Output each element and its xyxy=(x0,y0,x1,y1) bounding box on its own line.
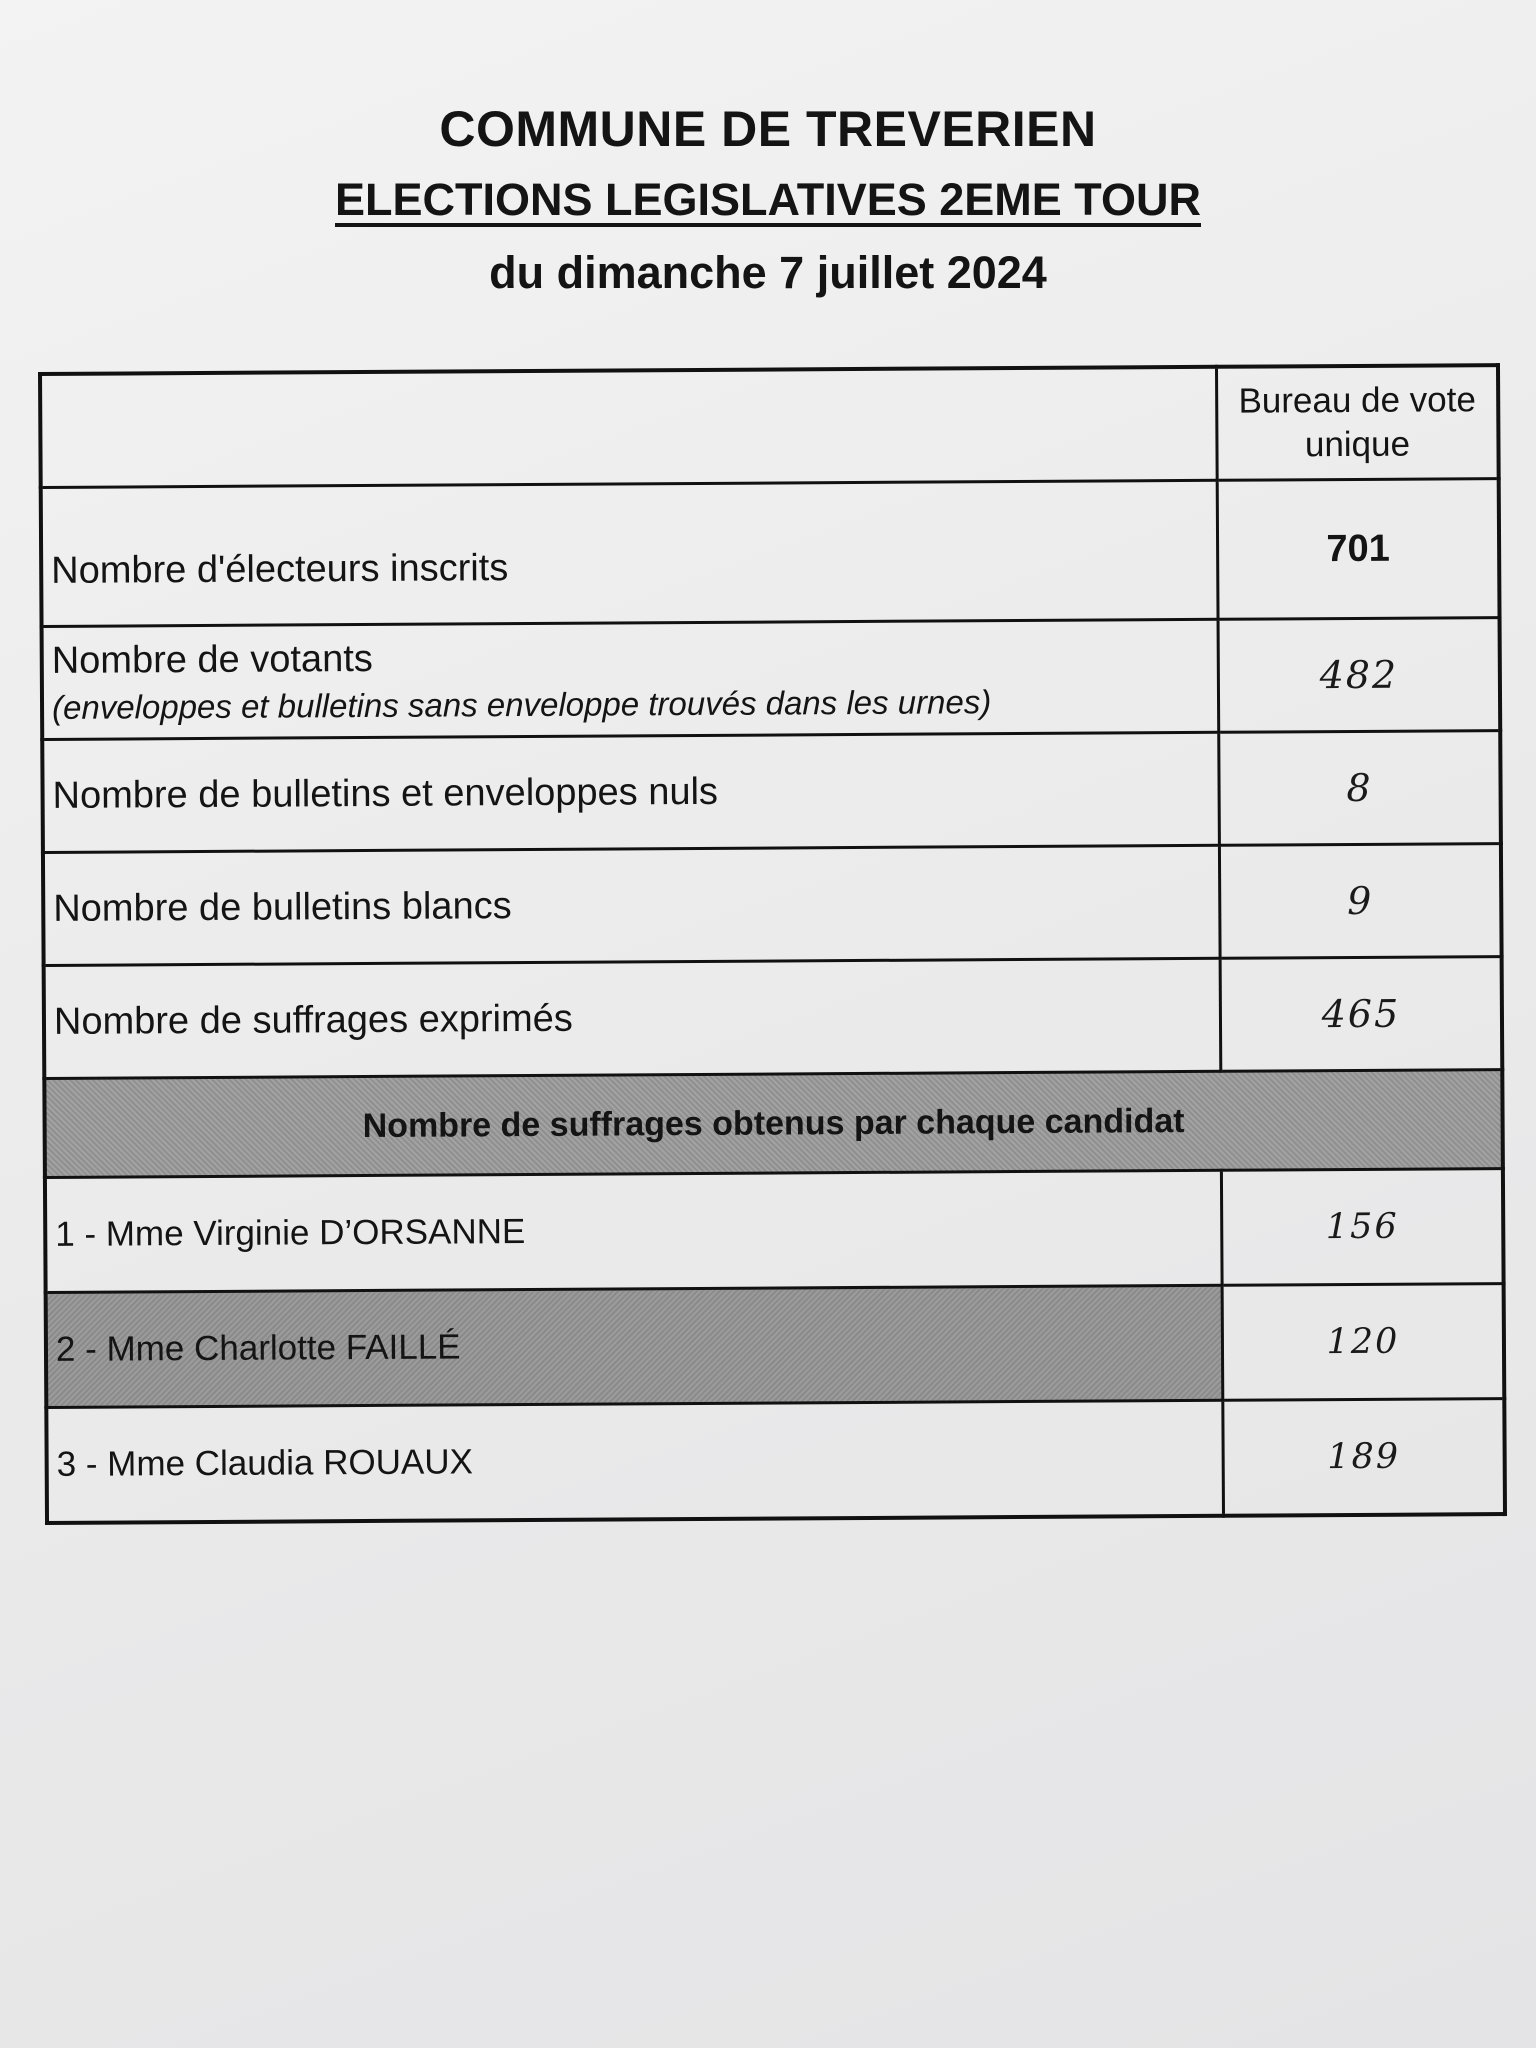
row-value-handwritten: 8 xyxy=(1219,731,1501,846)
table-row xyxy=(42,731,1501,853)
row-label: Nombre de bulletins et enveloppes nuls xyxy=(42,732,1219,852)
row-label: Nombre d'électeurs inscrits xyxy=(41,480,1218,626)
election-title: ELECTIONS LEGISLATIVES 2EME TOUR xyxy=(335,176,1201,227)
row-label-cell xyxy=(42,619,1219,739)
candidate-row xyxy=(46,1284,1505,1408)
document-header xyxy=(0,100,1536,299)
candidate-row xyxy=(45,1169,1504,1293)
row-label: Nombre de suffrages exprimés xyxy=(44,958,1221,1078)
candidate-votes: 120 xyxy=(1222,1284,1504,1401)
election-date: du dimanche 7 juillet 2024 xyxy=(489,247,1047,299)
results-table xyxy=(38,363,1507,1525)
section-header-row xyxy=(44,1070,1503,1178)
row-sublabel: (enveloppes et bulletins sans enveloppe trouvés dans les urnes) xyxy=(51,682,992,726)
candidate-label: 2 - Mme Charlotte FAILLÉ xyxy=(46,1285,1223,1407)
table-row xyxy=(44,957,1503,1079)
row-value-handwritten: 482 xyxy=(1218,618,1500,733)
row-value: 701 xyxy=(1217,479,1499,620)
column-header: Bureau de vote unique xyxy=(1216,365,1498,480)
row-label: Nombre de bulletins blancs xyxy=(43,845,1220,965)
candidate-label: 3 - Mme Claudia ROUAUX xyxy=(46,1400,1223,1523)
table-header-row xyxy=(40,365,1499,487)
section-title: Nombre de suffrages obtenus par chaque candidat xyxy=(44,1070,1503,1178)
header-empty-cell xyxy=(40,367,1217,488)
row-label: Nombre de votants xyxy=(51,637,373,682)
commune-title: COMMUNE DE TREVERIEN xyxy=(439,101,1097,157)
candidate-votes: 156 xyxy=(1221,1169,1503,1286)
table-row xyxy=(42,618,1501,740)
candidate-votes: 189 xyxy=(1223,1399,1505,1516)
row-value-handwritten: 465 xyxy=(1220,957,1502,1072)
candidate-row xyxy=(46,1399,1505,1523)
table-row xyxy=(41,479,1500,627)
candidate-label: 1 - Mme Virginie D’ORSANNE xyxy=(45,1170,1222,1292)
row-value-handwritten: 9 xyxy=(1219,844,1501,959)
table-row xyxy=(43,844,1502,966)
